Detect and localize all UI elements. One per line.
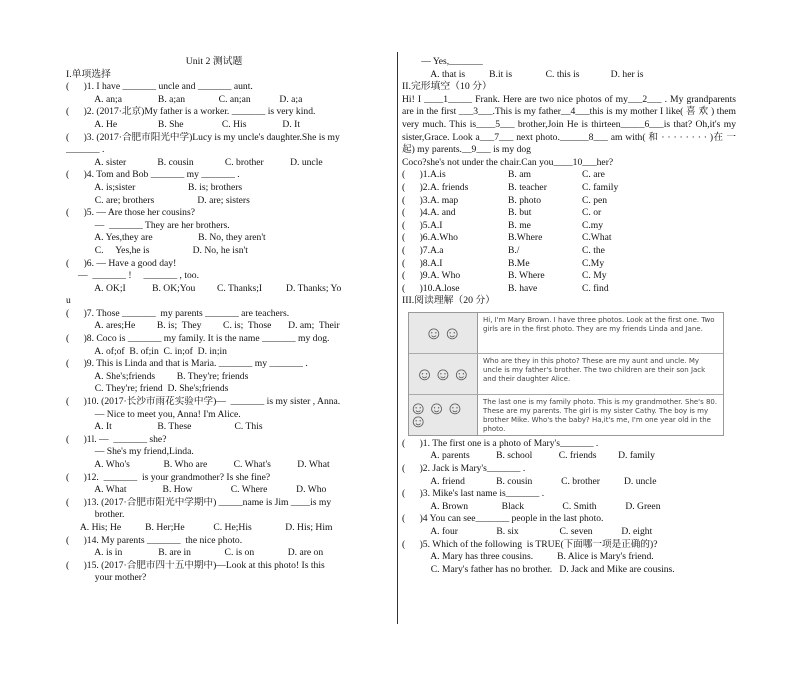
question-line: — _______ ! _______ , too. — [66, 270, 199, 282]
question-line: ( )2. Jack is Mary's_______ . — [402, 463, 526, 475]
cloze-option-a: ( )7.A.a — [402, 244, 444, 256]
question-line: A. of;of B. of;in C. in;of D. in;in — [66, 345, 227, 357]
question-line: ( )1. I have _______ uncle and _______ aunt. — [66, 81, 253, 93]
cloze-option-a: ( )2.A. friends — [402, 181, 469, 193]
question-line: ( )1. The first one is a photo of Mary's_______ . — [402, 437, 599, 449]
question-line: — _______ They are her brothers. — [66, 219, 230, 231]
cloze-option-row — [402, 270, 736, 283]
cloze-option-row — [402, 169, 736, 182]
question-line: ( )4 You can see_______ people in the last photo. — [402, 513, 604, 525]
question-line: A. He B. She C. His D. It — [66, 118, 300, 130]
question-line: ( )9. This is Linda and that is Maria. _______ my _______ . — [66, 358, 308, 370]
photo-caption: Who are they in this photo? These are my aunt and uncle. My uncle is my father's brother. The two children are their son Jack and their daughter Alice. — [483, 356, 706, 383]
cloze-option-row — [402, 182, 736, 195]
question-line: C. They're; friend D. She's;friends — [66, 383, 229, 395]
cloze-option-c: C. My — [582, 270, 607, 282]
question-line: — She's my friend,Linda. — [66, 446, 194, 458]
cloze-option-a: ( )8.A.I — [402, 257, 443, 269]
photo-image: ☺☺☺ — [409, 354, 478, 394]
photo-row — [409, 353, 723, 394]
question-line: A. She's;friends B. They're; friends — [66, 370, 249, 382]
cloze-option-row — [402, 283, 736, 296]
question-line: A. is in B. are in C. is on D. are on — [66, 547, 324, 559]
cloze-option-a: ( )4.A. and — [402, 207, 456, 219]
question-line: A. four B. six C. seven D. eight — [402, 526, 653, 538]
question-line: ( )3. Mike's last name is_______ . — [402, 488, 545, 500]
question-line: _______ . — [66, 144, 105, 156]
cloze-option-a: ( )5.A.I — [402, 219, 443, 231]
cloze-option-a: ( )6.A.Who — [402, 232, 458, 244]
question-line: u — [66, 295, 71, 307]
right-column — [402, 56, 736, 576]
cloze-option-c: C. family — [582, 181, 619, 193]
question-line: C. Yes,he is D. No, he isn't — [66, 244, 248, 256]
cloze-option-a: ( )1.A.is — [402, 169, 446, 181]
cloze-passage-end: Coco?she's not under the chair.Can you____10___her? — [402, 156, 614, 168]
cloze-passage: Hi! I ____1_____ Frank. Here are two nice photos of my___2___ . My grandparents are in the first ___3___.This is my father__4___this is my mother I like( 喜 欢 ) them very much. This is____5___ brother,Join He is thirteen_____6___is that? Oh,it's my sister,Grace. Look a___7___ next photo.______8___ am with( 和 · · · · · · · · )在 一 起) my parents.__9___ is my dog — [402, 93, 736, 156]
cloze-option-c: C. are — [582, 169, 605, 181]
question-line: A. It B. These C. This — [66, 421, 263, 433]
section-cloze-heading: II.完形填空（10 分） — [402, 81, 492, 93]
question-line: ( )13. (2017·合肥市阳光中学期中) _____name is Jim ____is my — [66, 496, 332, 508]
cloze-options — [402, 169, 736, 295]
question-line: A. an;a B. a;an C. an;an D. a;a — [66, 93, 303, 105]
question-line: A. sister B. cousin C. brother D. uncle — [66, 156, 323, 168]
question-line: A. Who's B. Who are C. What's D. What — [66, 459, 330, 470]
photo-caption: Hi, I'm Mary Brown. I have three photos. Look at the first one. Two girls are in the first photo. They are my friends Linda and Jane. — [483, 315, 715, 333]
question-line: A. His; He B. Her;He C. He;His D. His; Him — [66, 521, 333, 533]
question-line: C. Mary's father has no brother. D. Jack and Mike are cousins. — [402, 563, 675, 575]
question-line: A. What B. How C. Where D. Who — [66, 484, 327, 496]
question-line: ( )8. Coco is _______ my family. It is the name _______ my dog. — [66, 333, 330, 345]
single-choice-questions — [66, 81, 392, 585]
question-line: A. that is B.it is C. this is D. her is — [402, 68, 644, 80]
question-line: A. ares;He B. is; They C. is; Those D. am; Their — [66, 320, 340, 332]
cloze-option-b: B. me — [508, 219, 531, 231]
photo-image: ☺☺☺☺ — [409, 395, 478, 435]
question-line: ( )2. (2017·北京)My father is a worker. _______ is very kind. — [66, 106, 316, 118]
photo-row — [409, 313, 723, 353]
question-line: ( )10. (2017·长沙市雨花实验中学)— _______ is my sister , Anna. — [66, 396, 341, 408]
question-line: ( )6. — Have a good day! — [66, 257, 177, 269]
cloze-option-row — [402, 195, 736, 208]
question-line: ( )5. Which of the following is TRUE(下面哪一项是正确的)? — [402, 538, 658, 550]
cloze-option-a: ( )3.A. map — [402, 194, 459, 206]
question-line: C. are; brothers D. are; sisters — [66, 194, 250, 206]
cloze-option-c: C.My — [582, 257, 605, 269]
cloze-option-a: ( )10.A.lose — [402, 282, 460, 294]
cloze-option-row — [402, 220, 736, 233]
cloze-option-row — [402, 232, 736, 245]
question-line: A. Brown Black C. Smith D. Green — [402, 500, 661, 512]
cloze-option-b: B. have — [508, 282, 538, 294]
cloze-option-b: B. but — [508, 207, 532, 219]
cloze-option-c: C. or — [582, 207, 602, 219]
question-line: ( )15. (2017·合肥市四十五中期中)—Look at this photo! Is this — [66, 559, 325, 571]
question-line: ( )7. Those _______ my parents _______ are teachers. — [66, 307, 290, 319]
question-line: — Nice to meet you, Anna! I'm Alice. — [66, 408, 241, 420]
question-line: A. OK;I B. OK;You C. Thanks;I D. Thanks; Yo — [66, 282, 342, 294]
question-line: ( )12. _______ is your grandmother? Is she fine? — [66, 471, 271, 483]
page-title: Unit 2 测试题 — [185, 56, 243, 67]
question-line: ( )5. — Are those her cousins? — [66, 207, 195, 219]
question-15-continued — [402, 56, 736, 81]
section-single-choice-heading: I.单项选择 — [66, 68, 111, 80]
cloze-option-c: C.my — [582, 219, 604, 231]
question-line: your mother? — [66, 572, 147, 584]
question-line: A. is;sister B. is; brothers — [66, 181, 243, 193]
cloze-option-row — [402, 245, 736, 258]
cloze-option-row — [402, 258, 736, 271]
cloze-option-b: B. am — [508, 169, 531, 181]
question-line: — Yes,_______ — [402, 56, 483, 67]
cloze-option-b: B.Me — [508, 257, 530, 269]
cloze-option-b: B. photo — [508, 194, 542, 206]
question-line: A. Mary has three cousins. B. Alice is Mary's friend. — [402, 551, 654, 563]
cloze-option-c: C. find — [582, 282, 609, 294]
question-line: A. friend B. cousin C. brother D. uncle — [402, 475, 657, 487]
reading-photos-table — [408, 312, 724, 436]
cloze-option-row — [402, 207, 736, 220]
question-line: brother. — [66, 509, 125, 521]
cloze-option-a: ( )9.A. Who — [402, 270, 461, 282]
question-line: ( )14. My parents _______ the nice photo. — [66, 534, 243, 546]
section-reading-heading: III.阅读理解（20 分） — [402, 295, 496, 307]
cloze-option-b: B. Where — [508, 270, 545, 282]
cloze-option-b: B./ — [508, 244, 520, 256]
left-column — [66, 56, 392, 585]
photo-caption: The last one is my family photo. This is my grandmother. She's 80. These are my parents. The girl is my sister Cathy. The boy is my brother Mike. Who's the baby? Ha,it's me, I'm one year old in the photo. — [483, 397, 718, 433]
question-line: ( )3. (2017·合肥市阳光中学)Lucy is my uncle's daughter.She is my — [66, 131, 340, 143]
column-divider — [397, 52, 398, 624]
question-line: A. parents B. school C. friends D. family — [402, 450, 655, 462]
cloze-option-b: B.Where — [508, 232, 543, 244]
photo-row — [409, 394, 723, 435]
question-line: ( )4. Tom and Bob _______ my _______ . — [66, 169, 240, 181]
question-line: ( )1l. — _______ she? — [66, 433, 167, 445]
cloze-option-c: C. the — [582, 244, 605, 256]
reading-questions — [402, 438, 736, 577]
photo-image: ☺☺ — [409, 313, 478, 353]
cloze-option-b: B. teacher — [508, 181, 547, 193]
cloze-option-c: C.What — [582, 232, 612, 244]
cloze-option-c: C. pen — [582, 194, 608, 206]
question-line: A. Yes,they are B. No, they aren't — [66, 232, 266, 244]
